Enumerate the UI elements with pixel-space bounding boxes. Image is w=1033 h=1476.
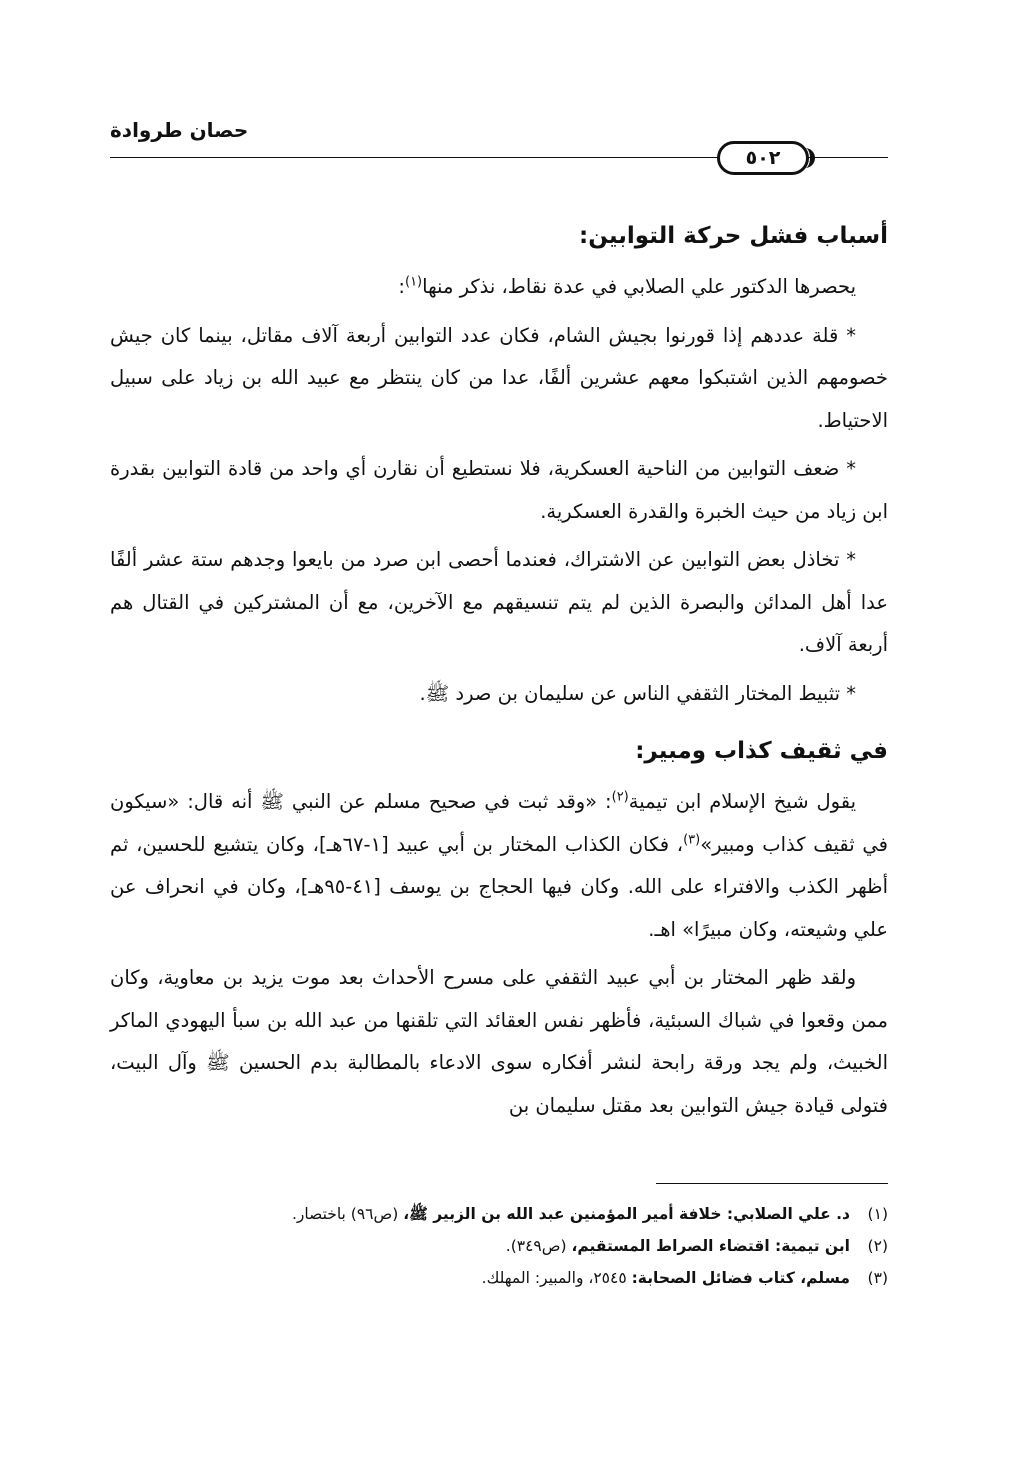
- bullet-point: * قلة عددهم إذا قورنوا بجيش الشام، فكان عدد التوابين أربعة آلاف مقاتل، بينما كان جيش خصومهم الذين اشتبكوا معهم عشرين ألفًا، عدا من كان ينتظر مع عبيد الله بن زياد على سبيل الاحتياط.: [110, 323, 888, 432]
- bullet-point: * ضعف التوابين من الناحية العسكرية، فلا نستطيع أن نقارن أي واحد من قادة التوابين بقدرة ابن زياد من حيث الخبرة والقدرة العسكرية.: [110, 457, 888, 523]
- section-heading-failure-reasons: أسباب فشل حركة التوابين:: [579, 223, 888, 249]
- main-text: [110, 212, 888, 1133]
- footnote-ref: (٢): [611, 789, 629, 805]
- ibn-taymiyya-paragraph: يقول شيخ الإسلام ابن تيمية$^{(٢)}$: «وقد ثبت في صحيح مسلم عن النبي ﷺ أنه قال: «سيكون في ثقيف كذاب ومبير»$^{(٣)}$، فكان الكذاب المختار بن أبي عبيد [١-٦٧هـ]، وكان يتشيع للحسين، ثم أظهر الكذب والافتراء على الله. وكان فيها الحجاج بن يوسف [٤١-٩٥هـ]، وكان في انحراف عن علي وشيعته، وكان مبيرًا» اهـ.: [110, 789, 888, 941]
- footnote-number: (٢): [867, 1237, 888, 1255]
- footnote-number: (٣): [867, 1269, 888, 1287]
- section-heading-thaqif: في ثقيف كذاب ومبير:: [635, 738, 888, 764]
- footnotes: [110, 1198, 888, 1294]
- page-number-badge: ٥٠٢: [717, 141, 809, 175]
- footnote: (١) د. علي الصلابي: خلافة أمير المؤمنين عبد الله بن الزبير ﷺ، (ص٩٦) باختصار.: [110, 1198, 888, 1230]
- footnote: (٢) ابن تيمية: اقتضاء الصراط المستقيم، (ص٣٤٩).: [110, 1230, 888, 1262]
- footnote-number: (١): [867, 1205, 888, 1223]
- bullet-point: * تخاذل بعض التوابين عن الاشتراك، فعندما أحصى ابن صرد من بايعوا وجدهم ستة عشر ألفًا عدا أهل المدائن والبصرة الذين لم يتم تنسيقهم مع الآخرين، مع أن المشتركين في القتال هم أربعة آلاف.: [110, 548, 888, 656]
- mukhtar-paragraph: ولقد ظهر المختار بن أبي عبيد الثقفي على مسرح الأحداث بعد موت يزيد بن معاوية، وكان ممن وقعوا في شباك السبئية، فأظهر نفس العقائد التي تلقنها من عبد الله بن سبأ اليهودي الماكر الخبيث، ولم يجد ورقة رابحة لنشر أفكاره سوى الادعاء بالمطالبة بدم الحسين ﷺ وآل البيت، فتولى قيادة جيش التوابين بعد مقتل سليمان بن: [110, 966, 888, 1117]
- footnote: (٣) مسلم، كتاب فضائل الصحابة: ٢٥٤٥، والمبير: المهلك.: [110, 1262, 888, 1294]
- bullet-point: * تثبيط المختار الثقفي الناس عن سليمان بن صرد ﷺ.: [419, 681, 856, 705]
- footnote-rule: [656, 1183, 888, 1184]
- running-title: حصان طروادة: [110, 118, 249, 142]
- intro-paragraph: يحصرها الدكتور علي الصلابي في عدة نقاط، نذكر منها$^{(١)}$:: [398, 274, 856, 298]
- footnote-ref: (١): [404, 274, 423, 290]
- footnote-ref: (٣): [683, 832, 701, 847]
